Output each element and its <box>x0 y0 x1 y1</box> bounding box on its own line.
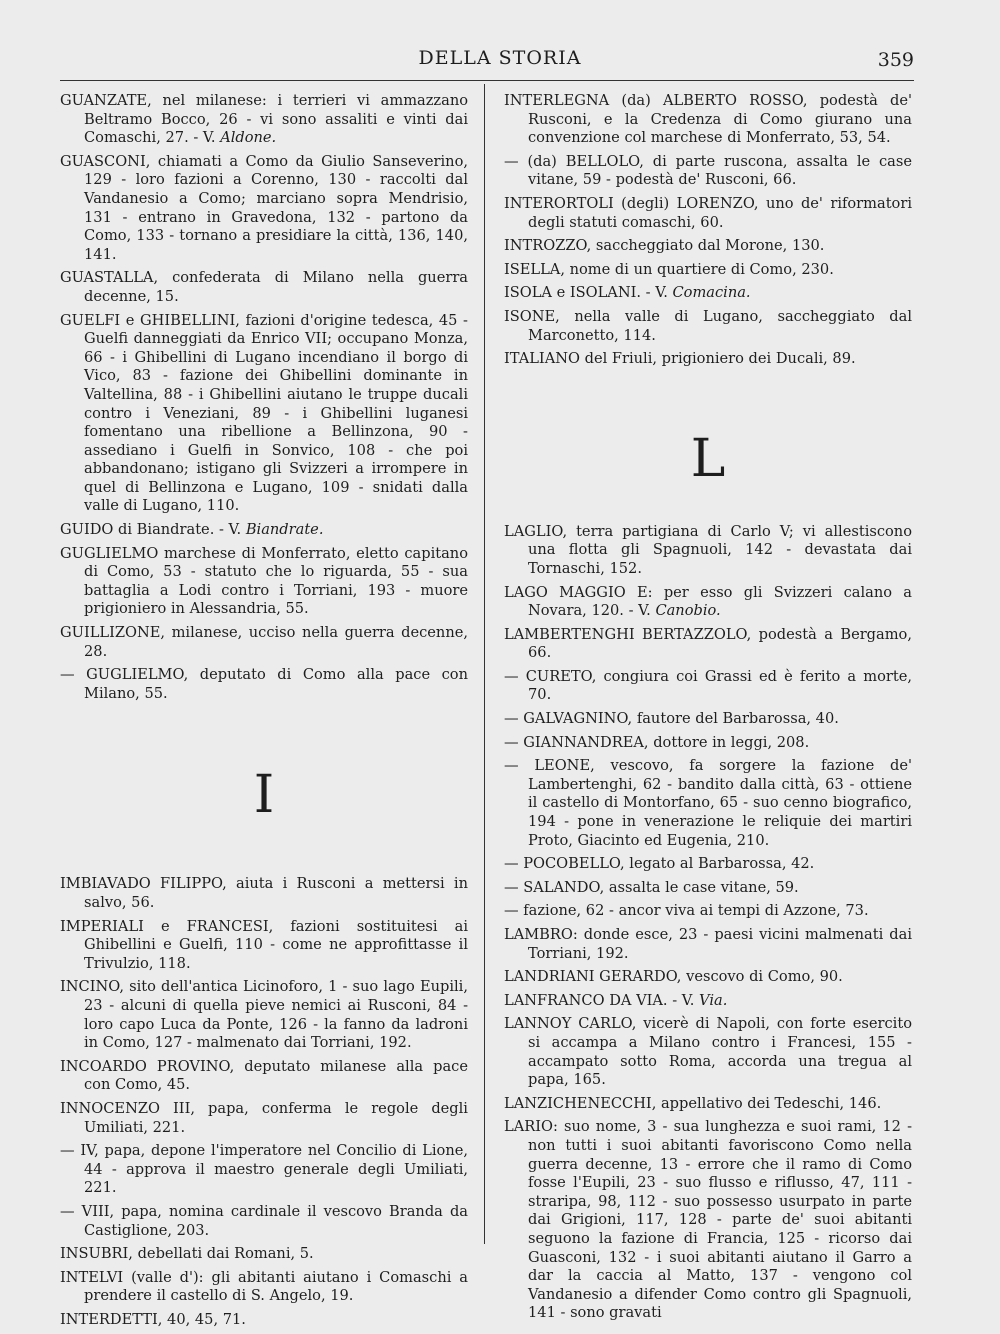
entry-cross-reference: Comacina. <box>672 284 751 302</box>
index-entry <box>60 918 468 974</box>
entry-text: per esso gli Svizzeri calano a Novara, 120. - V. <box>528 583 912 620</box>
entry-cross-reference: Aldone. <box>220 129 277 147</box>
index-entry <box>60 1311 468 1330</box>
entry-text: - V. <box>667 991 700 1009</box>
entry-text: nome di un quartiere di Como, 230. <box>564 260 834 278</box>
entry-heading: GUASCONI, <box>60 152 151 170</box>
entry-heading: LANZICHENECCHI, <box>504 1094 657 1112</box>
index-entry <box>60 1245 468 1264</box>
entry-heading: LARIO: <box>504 1118 558 1136</box>
entry-heading: — VIII, <box>60 1202 115 1220</box>
entry-heading: INNOCENZO III, <box>60 1099 195 1117</box>
entry-text: saccheggiato dal Morone, 130. <box>591 237 825 255</box>
entry-heading: — IV, <box>60 1142 99 1160</box>
entry-heading: GUILLIZONE, <box>60 624 166 642</box>
index-entry <box>504 926 912 963</box>
index-entry <box>504 855 912 874</box>
index-entry <box>504 1015 912 1089</box>
entry-text: fazioni sostituitesi ai Ghibellini e Guelfi, 110 - come ne approfittasse il Trivulzio, 118. <box>84 917 468 972</box>
entry-text: nella valle di Lugano, saccheggiato dal Marconetto, 114. <box>528 307 912 344</box>
entry-text: fautore del Barbarossa, 40. <box>632 710 839 728</box>
entry-heading: INTERORTOLI <box>504 194 614 212</box>
entries-i <box>60 875 468 1329</box>
index-entry <box>504 710 912 729</box>
index-entry <box>504 92 912 148</box>
entry-heading: INCINO, <box>60 978 124 996</box>
section-letter-l: L <box>690 428 726 489</box>
index-entry <box>504 261 912 280</box>
entry-text: (valle d'): gli abitanti aiutano i Comaschi a prendere il castello di S. Angelo, 19. <box>84 1268 468 1305</box>
entry-heading: — POCOBELLO, <box>504 855 625 873</box>
entry-heading: INTERDETTI, <box>60 1310 163 1328</box>
entry-heading: GUANZATE, <box>60 92 152 109</box>
entry-text: vescovo, fa sorgere la fazione de' Lambertenghi, 62 - bandito dalla città, 63 - ottiene il castello di Montorfano, 65 - suo cenno biografico, 194 - pone in venerazione le reliquie dei martiri Proto, Giacinto ed Eugenia, 210. <box>528 757 912 849</box>
index-entry <box>60 1100 468 1137</box>
entry-text: (degli) LORENZO, uno de' riformatori degli statuti comaschi, 60. <box>528 194 912 231</box>
index-entry <box>504 284 912 303</box>
entry-text: marchese di Monferrato, eletto capitano di Como, 53 - statuto che lo riguarda, 55 - sua battaglia a Lodi contro i Torriani, 193 - muore prigioniero in Alessandria, 55. <box>84 544 468 618</box>
index-entry <box>60 545 468 619</box>
index-entry <box>504 757 912 850</box>
index-entry <box>504 668 912 705</box>
entry-heading: LANNOY CARLO, <box>504 1015 637 1033</box>
index-entry <box>60 153 468 265</box>
entry-heading: GUGLIELMO <box>60 544 159 562</box>
entry-cross-reference: Canobio. <box>655 602 721 620</box>
right-column <box>504 92 912 1328</box>
index-entry <box>60 1142 468 1198</box>
index-entry <box>504 237 912 256</box>
entry-text: (da) ALBERTO ROSSO, podestà de' Rusconi, e la Credenza di Como giurano una convenzione col marchese di Monferrato, 53, 54. <box>528 92 912 147</box>
entry-text: 40, 45, 71. <box>162 1310 246 1328</box>
entry-text: (da) BELLOLO, di parte ruscona, assalta le case vitane, 59 - podestà de' Rusconi, 66. <box>518 152 912 189</box>
entry-text: legato al Barbarossa, 42. <box>624 855 815 873</box>
index-entry <box>60 624 468 661</box>
entry-text: papa, nomina cardinale il vescovo Branda da Castiglione, 203. <box>84 1202 468 1239</box>
entry-heading: — CURETO, <box>504 667 597 685</box>
entry-cross-reference: Biandrate. <box>245 521 324 539</box>
index-entry <box>504 902 912 921</box>
entry-text: milanese, ucciso nella guerra decenne, 28. <box>84 624 468 660</box>
index-entry <box>504 523 912 579</box>
index-entry <box>504 195 912 232</box>
entry-text: del Friuli, prigioniero dei Ducali, 89. <box>579 350 856 368</box>
entry-heading: ISELLA, <box>504 260 565 278</box>
entry-text: podestà a Bergamo, 66. <box>528 625 912 662</box>
index-entry <box>60 666 468 703</box>
index-entry <box>504 734 912 753</box>
index-entry <box>504 1095 912 1114</box>
entry-text: aiuta i Rusconi a mettersi in salvo, 56. <box>84 875 468 911</box>
index-entry <box>504 879 912 898</box>
entries-g <box>60 92 468 703</box>
entry-heading: ITALIANO <box>504 350 580 368</box>
running-title: DELLA STORIA <box>418 47 582 69</box>
entries-i-continued <box>504 92 912 369</box>
entry-text: vicerè di Napoli, con forte esercito si accampa a Milano contro i Francesi, 155 - accampato sotto Roma, accorda una tregua al papa, 165. <box>528 1015 912 1089</box>
entry-text: nel milanese: i terrieri vi ammazzano Beltramo Bocco, 26 - vi sono assaliti e vinti dai Comaschi, 27. - V. <box>84 92 468 147</box>
index-entry <box>60 875 468 912</box>
entry-text: fazioni d'origine tedesca, 45 - Guelfi danneggiati da Enrico VII; occupano Monza, 66 - i Ghibellini di Lugano incendiano il borgo di Vico, 83 - fazione dei Ghibellini dominante in Valtellina, 88 - i Ghibellini aiutano le truppe ducali contro i Veneziani, 89 - i Ghibellini luganesi fomentano una ribellione a Bellinzona, 90 - assediano i Guelfi in Sonvico, 108 - che poi abbandonano; istigano gli Svizzeri a irrompere in quel di Bellinzona e Lugano, 109 - snidati dalla valle di Lugano, 110. <box>84 311 468 515</box>
index-entry <box>504 153 912 190</box>
entry-heading: ISONE, <box>504 307 560 325</box>
entry-text: assalta le case vitane, 59. <box>604 878 799 896</box>
entry-text: suo nome, 3 - sua lunghezza e suoi rami, 12 - non tutti i suoi abitanti favoriscono Como nella guerra decenne, 13 - errore che il ramo di Como fosse l'Eupili, 23 - suo flusso e riflusso, 47, 111 - straripa, 98, 112 - suo possesso usurpato in parte dai Grigioni, 117, 128 - parte de' suoi abitanti seguono la fazione di Francia, 125 - ricorso dai Guasconi, 132 - i suoi abitanti aiutano il Garro a dar la caccia al Matto, 137 - vengono col Vandanesio a difender Como contro gli Spagnuoli, 141 - sono gravati <box>528 1118 912 1322</box>
entry-text: fazione, 62 - ancor viva ai tempi di Azzone, 73. <box>518 902 869 920</box>
entry-heading: — SALANDO, <box>504 878 605 896</box>
entry-heading: LANFRANCO DA VIA. <box>504 991 668 1009</box>
entry-heading: INTERLEGNA <box>504 92 610 109</box>
entry-heading: INCOARDO PROVINO, <box>60 1057 235 1075</box>
entry-text: appellativo dei Tedeschi, 146. <box>656 1094 882 1112</box>
entry-text: papa, conferma le regole degli Umiliati, 221. <box>84 1099 468 1136</box>
entry-text: terra partigiana di Carlo V; vi allestiscono una flotta gli Spagnuoli, 142 - devastata dai Tornaschi, 152. <box>528 522 912 577</box>
entry-heading: — GALVAGNINO, <box>504 710 633 728</box>
entry-text: dottore in leggi, 208. <box>648 733 810 751</box>
index-entry <box>504 584 912 621</box>
entry-text: papa, depone l'imperatore nel Concilio di Lione, 44 - approva il maestro generale degli Umiliati, 221. <box>84 1142 468 1197</box>
entry-text: confederata di Milano nella guerra decenne, 15. <box>84 269 468 305</box>
entry-text: debellati dai Romani, 5. <box>132 1245 314 1263</box>
entry-text: sito dell'antica Licinoforo, 1 - suo lago Eupili, 23 - alcuni di quella pieve nemici ai Rusconi, 84 - loro capo Luca da Ponte, 126 - la fanno da ladroni in Como, 127 - malmenato dai Torriani, 192. <box>84 978 468 1052</box>
entry-heading: LAMBERTENGHI BERTAZZOLO, <box>504 625 752 643</box>
index-entry <box>60 92 468 148</box>
index-entry <box>504 1118 912 1323</box>
entry-text: di Biandrate. - V. <box>113 521 246 539</box>
index-entry <box>60 978 468 1052</box>
left-column <box>60 92 468 1334</box>
index-entry <box>60 1203 468 1240</box>
index-entry <box>504 308 912 345</box>
index-entry <box>504 992 912 1011</box>
index-entry <box>60 1269 468 1306</box>
entry-heading: LAGO MAGGIO E: <box>504 583 653 601</box>
entry-text: - V. <box>641 284 673 302</box>
entry-heading: — LEONE, <box>504 757 595 775</box>
entry-cross-reference: Via. <box>699 991 728 1009</box>
entry-text: congiura coi Grassi ed è ferito a morte, 70. <box>528 667 912 704</box>
page-number: 359 <box>877 49 914 71</box>
column-divider <box>484 84 485 1244</box>
entry-heading: — <box>504 902 519 920</box>
index-entry <box>504 626 912 663</box>
entry-heading: — GUGLIELMO, <box>60 666 189 684</box>
entry-text: vescovo di Como, 90. <box>681 968 843 986</box>
entry-heading: LAMBRO: <box>504 926 578 943</box>
entries-l <box>504 523 912 1323</box>
index-entry <box>60 269 468 306</box>
entry-heading: INTELVI <box>60 1268 124 1286</box>
entry-heading: — <box>504 152 519 170</box>
entry-text: deputato milanese alla pace con Como, 45. <box>84 1057 468 1094</box>
index-entry <box>60 521 468 540</box>
entry-text: deputato di Como alla pace con Milano, 55. <box>84 666 468 702</box>
entry-heading: IMBIAVADO FILIPPO, <box>60 875 227 893</box>
index-entry <box>60 312 468 517</box>
index-entry <box>504 968 912 987</box>
entry-heading: GUELFI e GHIBELLINI, <box>60 311 240 329</box>
entry-heading: INTROZZO, <box>504 237 592 255</box>
entry-heading: INSUBRI, <box>60 1245 133 1263</box>
entry-text: donde esce, 23 - paesi vicini malmenati dai Torriani, 192. <box>528 926 912 962</box>
entry-heading: — GIANNANDREA, <box>504 733 649 751</box>
index-entry <box>60 1058 468 1095</box>
entry-heading: LAGLIO, <box>504 522 568 540</box>
header-rule <box>60 80 914 81</box>
section-letter-i: I <box>253 765 275 826</box>
entry-text: chiamati a Como da Giulio Sanseverino, 129 - loro fazioni a Corenno, 130 - raccolti dal Vandanesio a Como; marciano sopra Mendrisio, 131 - entrano in Gravedona, 132 - partono da Como, 133 - tornano a presidiare la città, 136, 140, 141. <box>84 152 468 263</box>
entry-heading: IMPERIALI e FRANCESI, <box>60 917 274 935</box>
entry-heading: GUASTALLA, <box>60 269 159 287</box>
entry-heading: GUIDO <box>60 521 114 539</box>
index-entry <box>504 350 912 369</box>
entry-heading: LANDRIANI GERARDO, <box>504 968 682 986</box>
entry-heading: ISOLA e ISOLANI. <box>504 284 642 302</box>
